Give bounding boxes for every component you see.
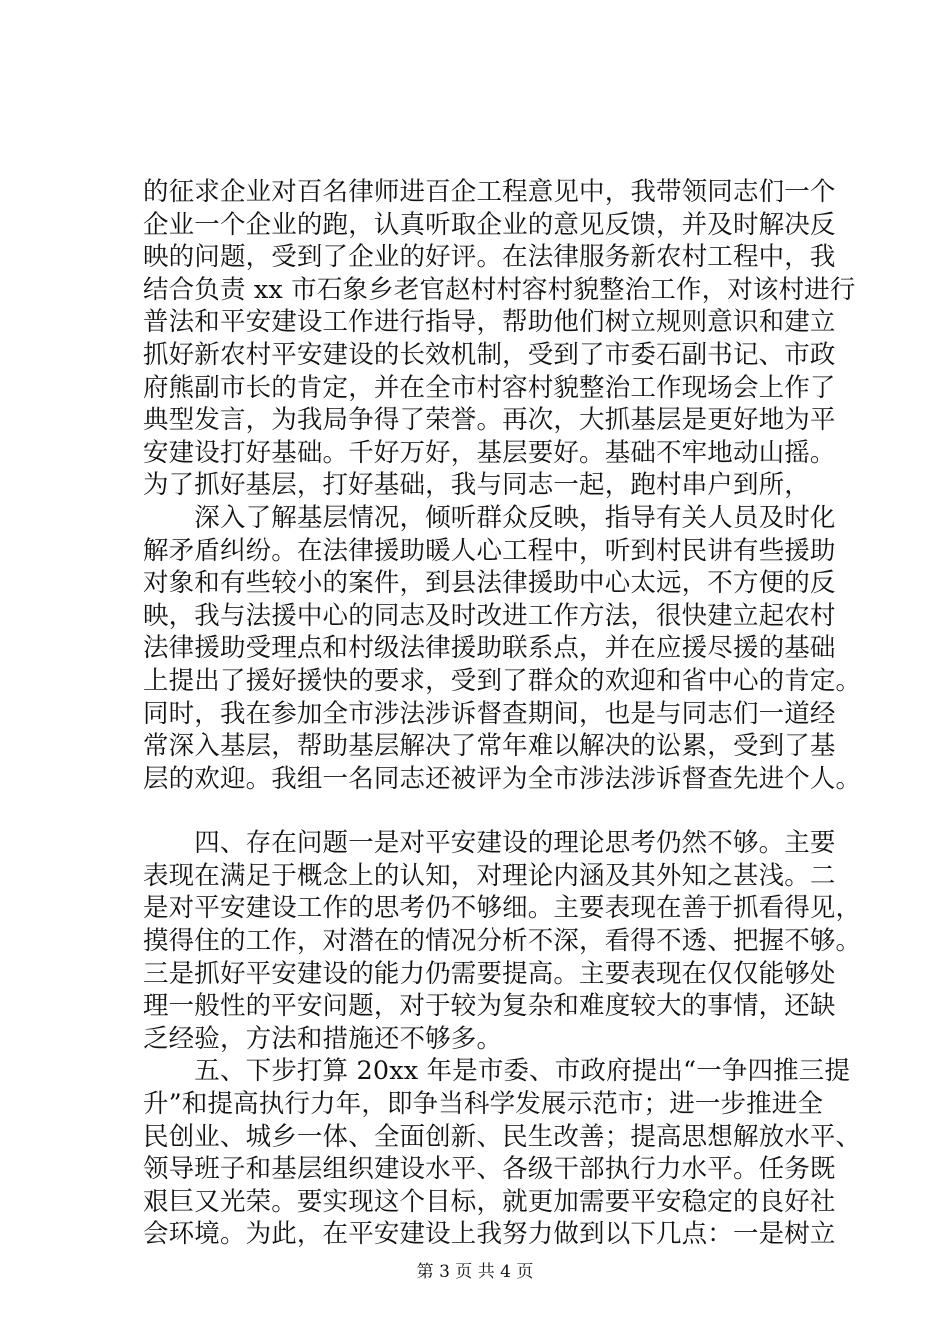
paragraph-gap <box>143 795 843 827</box>
text-line: 理一般性的平安问题，对于较为复杂和难度较大的事情，还缺 <box>143 991 836 1022</box>
text-line: 的征求企业对百名律师进百企工程意见中，我带领同志们一个 <box>143 177 836 207</box>
page-footer: 第 3 页 共 4 页 <box>416 1262 534 1282</box>
text-line: 升”和提高执行力年，即争当科学发展示范市；进一步推进全 <box>143 1089 824 1120</box>
text-line: 层的欢迎。我组一名同志还被评为全市涉法涉诉督查先进个人。 <box>143 763 862 794</box>
text-line: 同时，我在参加全市涉法涉诉督查期间，也是与同志们一道经 <box>143 698 836 729</box>
text-line: 民创业、城乡一体、全面创新、民生改善；提高思想解放水平、 <box>143 1121 862 1152</box>
text-line: 为了抓好基层，打好基础，我与同志一起，跑村串户到所， <box>143 470 810 501</box>
text-line: 企业一个企业的跑，认真听取企业的意见反馈，并及时解决反 <box>143 209 836 240</box>
text-line: 乏经验，方法和措施还不够多。 <box>143 1023 503 1054</box>
text-line: 摸得住的工作，对潜在的情况分析不深，看得不透、把握不够。 <box>143 926 862 957</box>
paragraph-block-1 <box>143 176 862 795</box>
text-line: 映的问题，受到了企业的好评。在法律服务新农村工程中，我 <box>143 242 836 273</box>
text-line: 安建设打好基础。千好万好，基层要好。基础不牢地动山摇。 <box>143 437 836 468</box>
text-line: 府熊副市长的肯定，并在全市村容村貌整治工作现场会上作了 <box>143 372 836 403</box>
text-line: 普法和平安建设工作进行指导，帮助他们树立规则意识和建立 <box>143 307 836 338</box>
text-line: 四、存在问题一是对平安建设的理论思考仍然不够。主要 <box>143 828 836 859</box>
text-line: 典型发言，为我局争得了荣誉。再次，大抓基层是更好地为平 <box>143 405 836 436</box>
paragraph-block-2 <box>143 827 862 1251</box>
text-line: 法律援助受理点和村级法律援助联系点，并在应援尽援的基础 <box>143 633 836 664</box>
text-line: 会环境。为此，在平安建设上我努力做到以下几点：一是树立 <box>143 1219 836 1250</box>
text-line: 上提出了援好援快的要求，受到了群众的欢迎和省中心的肯定。 <box>143 665 862 696</box>
text-line: 常深入基层，帮助基层解决了常年难以解决的讼累，受到了基 <box>143 731 836 762</box>
text-line: 结合负责 xx 市石象乡老官赵村村容村貌整治工作，对该村进行 <box>143 274 856 305</box>
text-line: 三是抓好平安建设的能力仍需要提高。主要表现在仅仅能够处 <box>143 958 836 989</box>
body-text <box>143 176 862 1251</box>
text-line: 映，我与法援中心的同志及时改进工作方法，很快建立起农村 <box>143 600 836 631</box>
text-line: 是对平安建设工作的思考仍不够细。主要表现在善于抓看得见， <box>143 893 862 924</box>
text-line: 表现在满足于概念上的认知，对理论内涵及其外知之甚浅。二 <box>143 860 836 891</box>
text-line: 对象和有些较小的案件，到县法律援助中心太远，不方便的反 <box>143 568 836 599</box>
text-line: 解矛盾纠纷。在法律援助暖人心工程中，听到村民讲有些援助 <box>143 535 836 566</box>
text-line: 抓好新农村平安建设的长效机制，受到了市委石副书记、市政 <box>143 339 836 370</box>
text-line: 领导班子和基层组织建设水平、各级干部执行力水平。任务既 <box>143 1154 836 1185</box>
text-line: 深入了解基层情况，倾听群众反映，指导有关人员及时化 <box>143 502 836 533</box>
text-line: 五、下步打算 20xx 年是市委、市政府提出“一争四推三提 <box>143 1056 851 1087</box>
text-line: 艰巨又光荣。要实现这个目标，就更加需要平安稳定的良好社 <box>143 1186 836 1217</box>
